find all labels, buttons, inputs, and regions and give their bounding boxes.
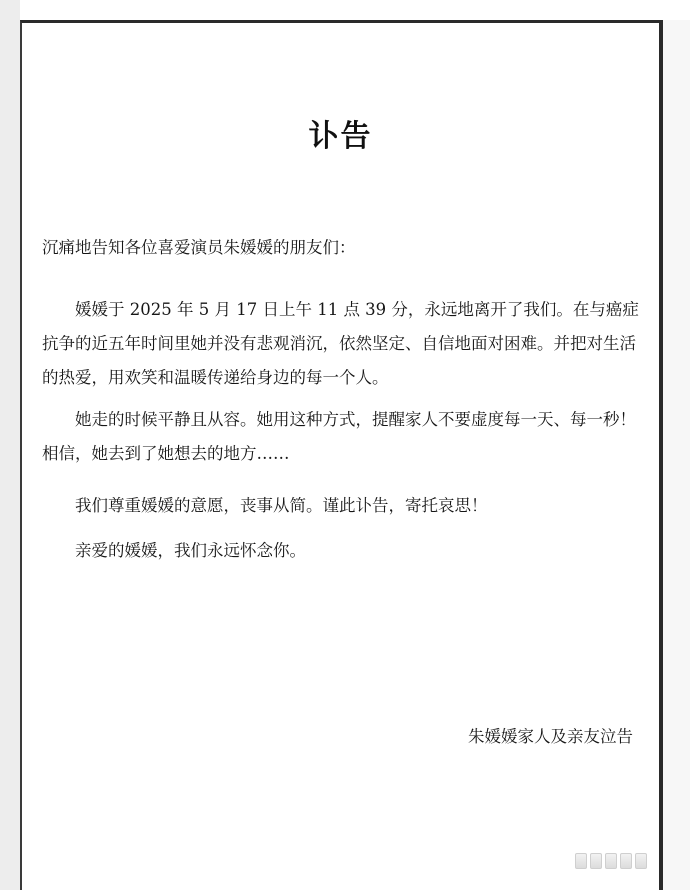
signature-line: 朱媛媛家人及亲友泣告 bbox=[468, 727, 633, 746]
document-title: 讣告 bbox=[308, 119, 373, 154]
paragraph-peaceful: 她走的时候平静且从容。她用这种方式，提醒家人不要虚度每一天、每一秒！相信，她去到了她想去的地方…… bbox=[42, 410, 636, 463]
watermark-glyph-icon bbox=[620, 853, 632, 869]
left-background-strip bbox=[0, 0, 20, 890]
watermark-glyph-icon bbox=[635, 853, 647, 869]
paragraph-passing: 媛媛于 2025 年 5 月 17 日上午 11 点 39 分，永远地离开了我们。在与癌症抗争的近五年时间里她并没有悲观消沉，依然坚定、自信地面对困难。并把对生活的热爱，用欢笑和温暖传递给身边的每一个人。 bbox=[42, 300, 639, 387]
watermark-glyph-icon bbox=[590, 853, 602, 869]
watermark-glyph-icon bbox=[575, 853, 587, 869]
watermark-glyph-icon bbox=[605, 853, 617, 869]
greeting-line: 沉痛地告知各位喜爱演员朱媛媛的朋友们： bbox=[42, 238, 356, 257]
obituary-document bbox=[20, 20, 663, 890]
watermark-icon bbox=[575, 852, 665, 870]
paragraph-farewell: 亲爱的媛媛，我们永远怀念你。 bbox=[75, 541, 306, 560]
paragraph-funeral-wishes: 我们尊重媛媛的意愿，丧事从简。谨此讣告，寄托哀思！ bbox=[75, 496, 488, 515]
right-background-strip bbox=[663, 20, 690, 890]
